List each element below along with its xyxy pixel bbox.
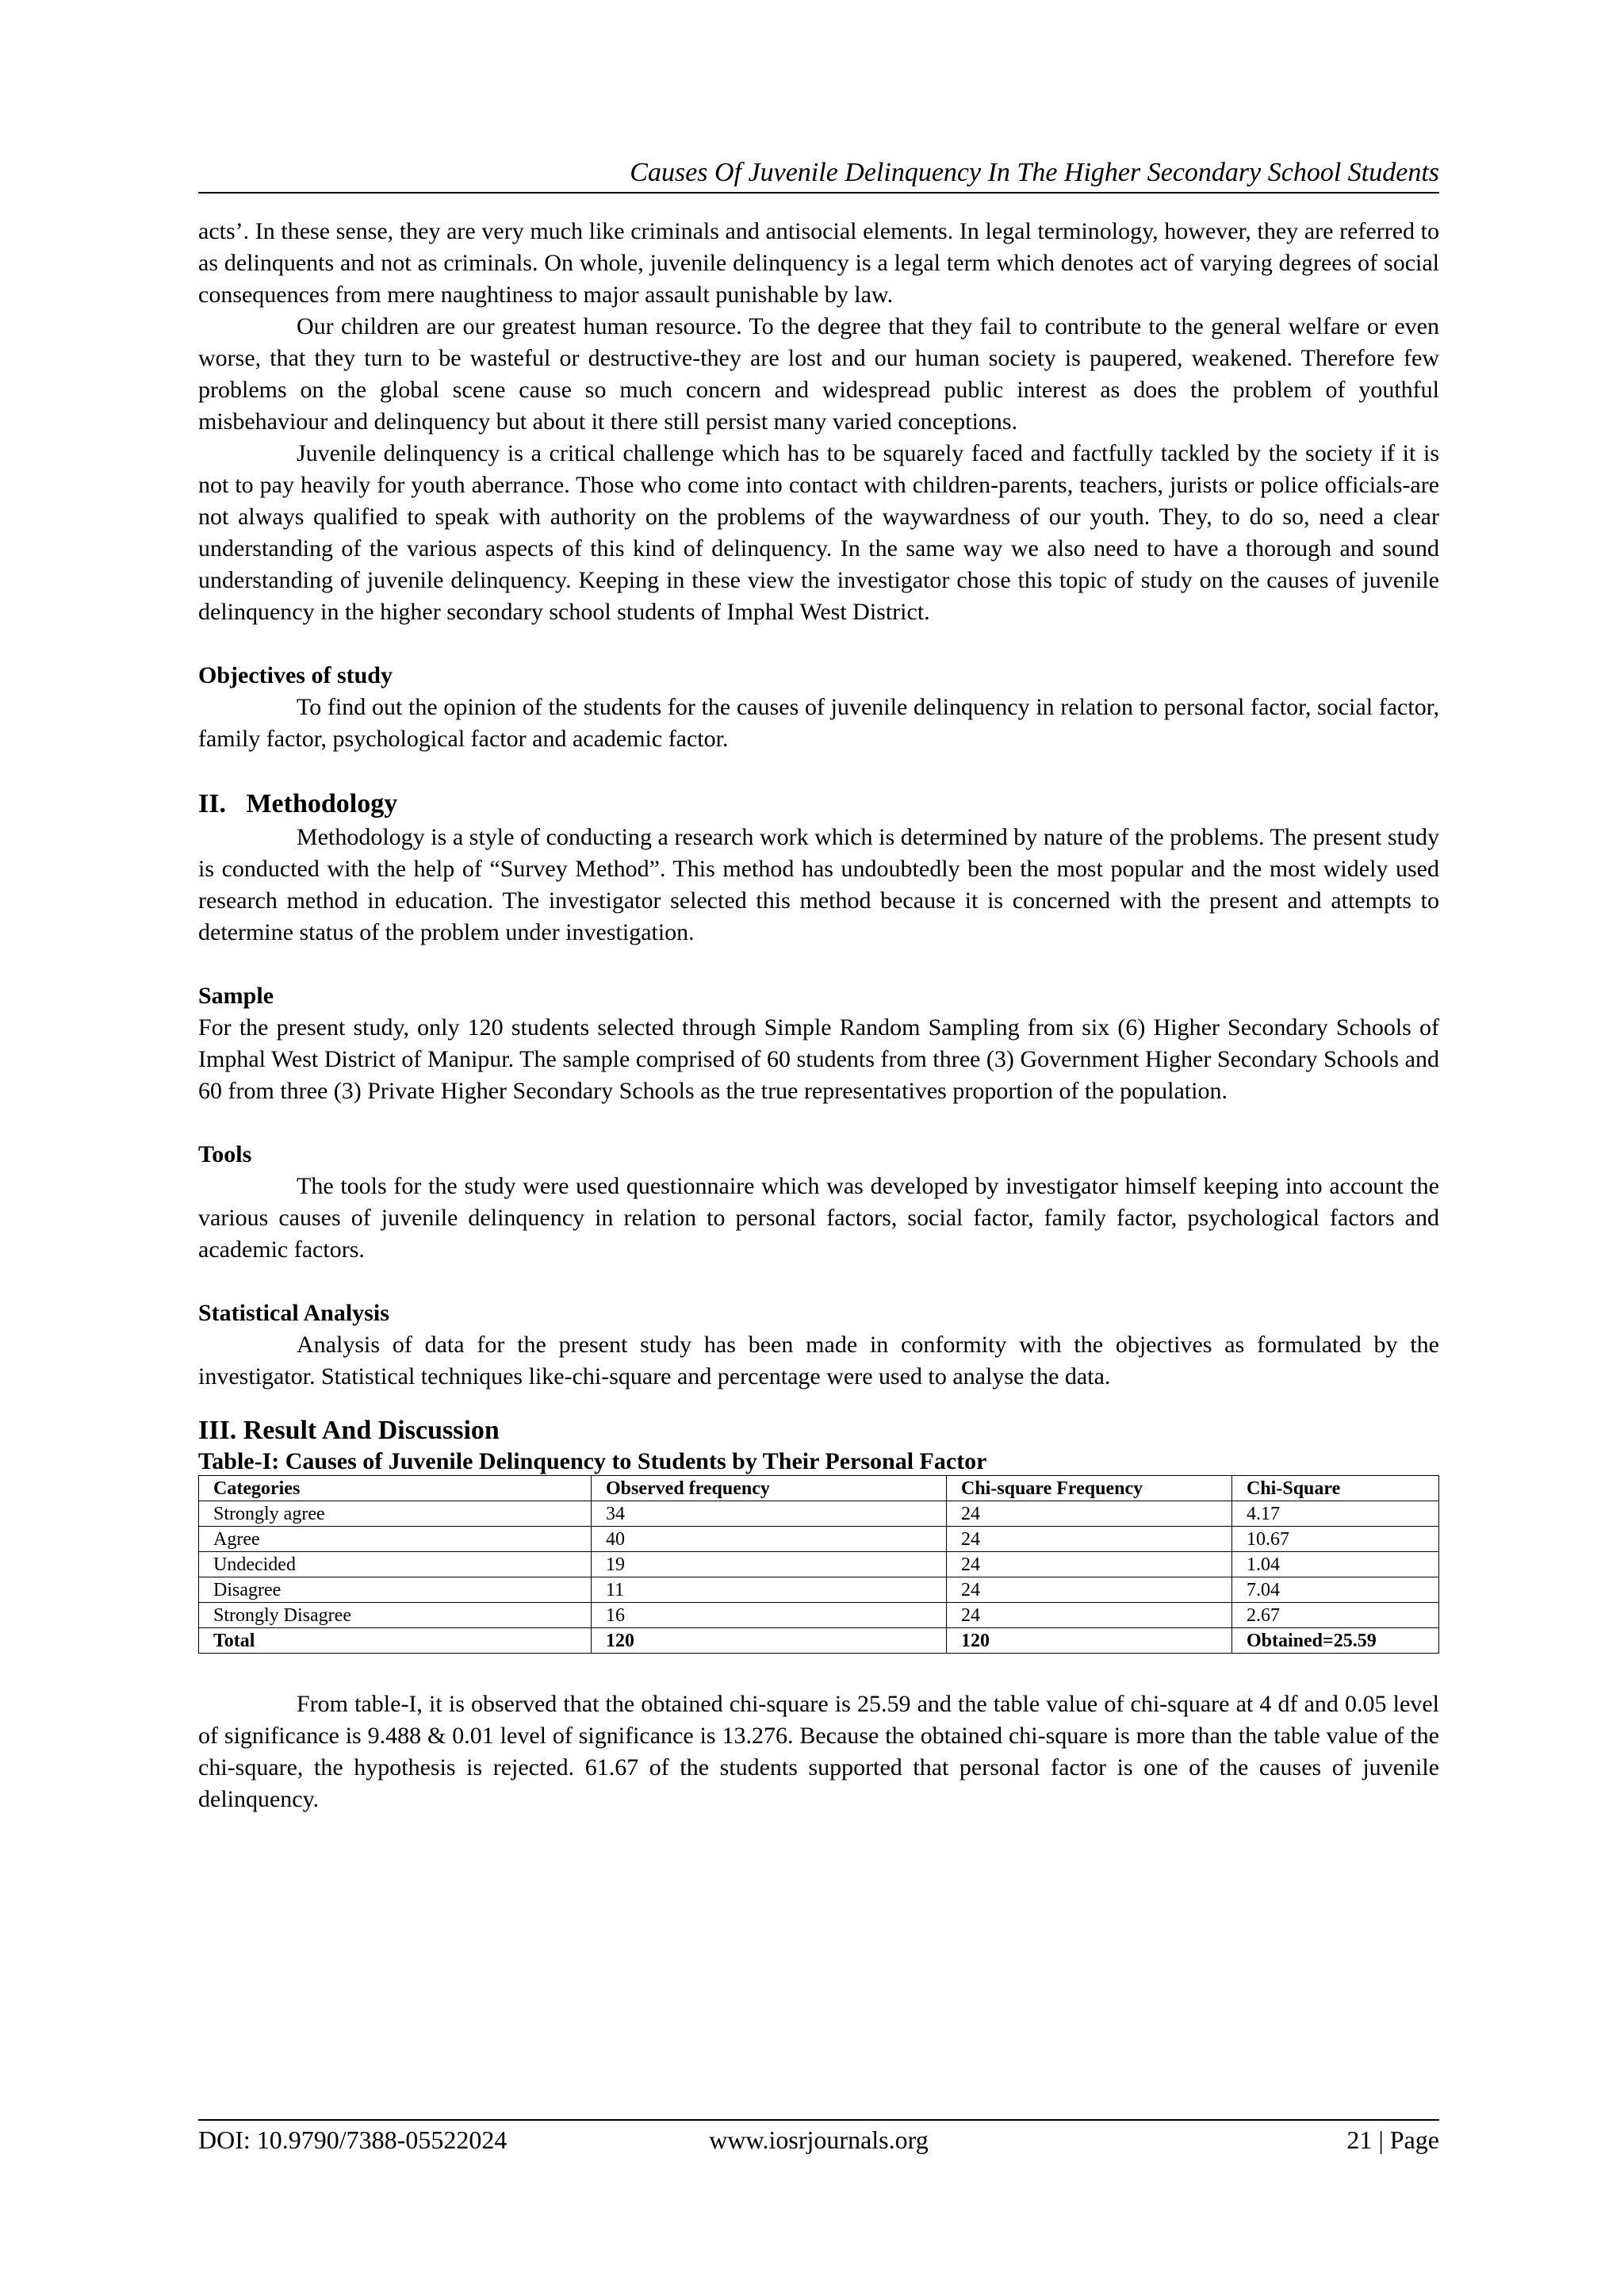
table-cell: 2.67 (1232, 1603, 1439, 1628)
footer-rule (198, 2119, 1439, 2121)
tools-text: The tools for the study were used questionnaire which was developed by investigator himself keeping into account the various causes of juvenile delinquency in relation to personal factors, social factor, family factor, psychological factors and academic factors. (198, 1173, 1439, 1263)
table-header-cell: Observed frequency (592, 1476, 947, 1501)
sample-text: For the present study, only 120 students selected through Simple Random Sampling from six (6) Higher Secondary Schools of Imphal West District of Manipur. The sample comprised of 60 students from three (3) Government Higher Secondary Schools and 60 from three (3) Private Higher Secondary Schools as the true representatives proportion of the population. (198, 1014, 1439, 1104)
table-row (199, 1577, 1439, 1603)
table-cell: Obtained=25.59 (1232, 1628, 1439, 1654)
table-cell: 40 (592, 1527, 947, 1552)
objectives-heading: Objectives of study (198, 662, 393, 688)
table-cell: 16 (592, 1603, 947, 1628)
table-cell: Agree (199, 1527, 592, 1552)
table-cell: 24 (947, 1577, 1232, 1603)
table-cell: 11 (592, 1577, 947, 1603)
table-cell: 24 (947, 1501, 1232, 1527)
sample-heading: Sample (198, 983, 274, 1009)
table-cell: 7.04 (1232, 1577, 1439, 1603)
page-content (198, 216, 1439, 1815)
methodology-text: Methodology is a style of conducting a research work which is determined by nature of the problems. The present study is conducted with the help of “Survey Method”. This method has undoubtedly been the most popular and the most widely used research method in education. The investigator selected this method because it is concerned with the present and attempts to determine status of the problem under investigation. (198, 824, 1439, 945)
objectives-text: To find out the opinion of the students for the causes of juvenile delinquency in relation to personal factor, social factor, family factor, psychological factor and academic factor. (198, 694, 1439, 752)
footer-page-number: 21 | Page (1346, 2125, 1439, 2154)
statistical-analysis-text: Analysis of data for the present study has been made in conformity with the objectives as formulated by the investigator. Statistical techniques like-chi-square and percentage were used to analyse the data. (198, 1332, 1439, 1389)
paragraph-critical-challenge: Juvenile delinquency is a critical challenge which has to be squarely faced and factfully tackled by the society if it is not to pay heavily for youth aberrance. Those who come into contact with children-parents, teachers, jurists or police officials-are not always qualified to speak with authority on the problems of the waywardness of our youth. They, to do so, need a clear understanding of the various aspects of this kind of delinquency. In the same way we also need to have a thorough and sound understanding of juvenile delinquency. Keeping in these view the investigator chose this topic of study on the causes of juvenile delinquency in the higher secondary school students of Imphal West District. (198, 440, 1439, 625)
methodology-heading: II. Methodology (198, 789, 398, 818)
table-row (199, 1603, 1439, 1628)
footer-website: www.iosrjournals.org (709, 2125, 929, 2154)
table-cell: 120 (592, 1628, 947, 1654)
table-cell: 24 (947, 1527, 1232, 1552)
chi-square-table (198, 1475, 1439, 1654)
paragraph-human-resource: Our children are our greatest human resource. To the degree that they fail to contribute to the general welfare or even worse, that they turn to be wasteful or destructive-they are lost and our human society is paupered, weakened. Therefore few problems on the global scene cause so much concern and widespread public interest as does the problem of youthful misbehaviour and delinquency but about it there still persist many varied conceptions. (198, 313, 1439, 435)
table-cell: 19 (592, 1552, 947, 1577)
table-cell: 34 (592, 1501, 947, 1527)
table-caption: Table-I: Causes of Juvenile Delinquency to Students by Their Personal Factor (198, 1448, 987, 1474)
results-heading: III. Result And Discussion (198, 1416, 500, 1445)
table-row (199, 1501, 1439, 1527)
tools-heading: Tools (198, 1141, 252, 1167)
table-row (199, 1552, 1439, 1577)
table-header-cell: Chi-square Frequency (947, 1476, 1232, 1501)
table-row (199, 1527, 1439, 1552)
footer-doi: DOI: 10.9790/7388-05522024 (198, 2125, 508, 2154)
table-cell: 1.04 (1232, 1552, 1439, 1577)
table-header-row (199, 1476, 1439, 1501)
table-cell: Undecided (199, 1552, 592, 1577)
table-header-cell: Categories (199, 1476, 592, 1501)
discussion-text: From table-I, it is observed that the obtained chi-square is 25.59 and the table value of chi-square at 4 df and 0.05 level of significance is 9.488 & 0.01 level of significance is 13.276. Because the obtained chi-square is more than the table value of the chi-square, the hypothesis is rejected. 61.67 of the students supported that personal factor is one of the causes of juvenile delinquency. (198, 1691, 1439, 1812)
table-cell: Strongly Disagree (199, 1603, 592, 1628)
paragraph-continuation: acts’. In these sense, they are very much like criminals and antisocial elements. In legal terminology, however, they are referred to as delinquents and not as criminals. On whole, juvenile delinquency is a legal term which denotes act of varying degrees of social consequences from mere naughtiness to major assault punishable by law. (198, 218, 1439, 308)
table-cell: 10.67 (1232, 1527, 1439, 1552)
statistical-analysis-heading: Statistical Analysis (198, 1300, 389, 1326)
header-rule (198, 192, 1439, 194)
running-header: Causes Of Juvenile Delinquency In The Higher Secondary School Students (630, 158, 1439, 187)
table-cell: 4.17 (1232, 1501, 1439, 1527)
table-total-row (199, 1628, 1439, 1654)
table-cell: 24 (947, 1603, 1232, 1628)
table-cell: Disagree (199, 1577, 592, 1603)
table-header-cell: Chi-Square (1232, 1476, 1439, 1501)
table-cell: Total (199, 1628, 592, 1654)
table-cell: 24 (947, 1552, 1232, 1577)
table-cell: 120 (947, 1628, 1232, 1654)
table-cell: Strongly agree (199, 1501, 592, 1527)
